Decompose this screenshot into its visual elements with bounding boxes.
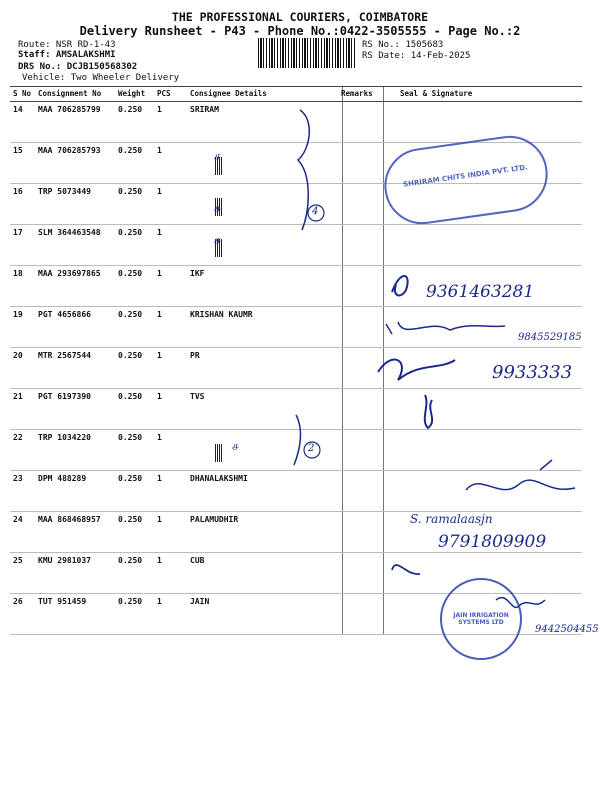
row-weight: 0.250 — [118, 228, 143, 237]
row-pcs: 1 — [157, 515, 162, 524]
route-label: Route: NSR RD-1-43 — [18, 40, 116, 50]
row-sno: 21 — [13, 392, 23, 401]
row-pcs: 1 — [157, 433, 162, 442]
row-consignment: MTR 2567544 — [38, 351, 91, 360]
phone-20: 9933333 — [492, 362, 573, 383]
shriram-stamp: SHRIRAM CHITS INDIA PVT. LTD. — [380, 131, 553, 229]
row-pcs: 1 — [157, 228, 162, 237]
row-consignment: MAA 706285793 — [38, 146, 101, 155]
row-consignment: KMU 2981037 — [38, 556, 91, 565]
phone-19: 9845529185 — [518, 332, 582, 343]
row-weight: 0.250 — [118, 351, 143, 360]
phone-18: 9361463281 — [426, 282, 535, 302]
row-weight: 0.250 — [118, 146, 143, 155]
row-consignee: KRISHAN KAUMR — [190, 310, 253, 319]
row-pcs: 1 — [157, 392, 162, 401]
row-consignment: MAA 868468957 — [38, 515, 101, 524]
row-pcs: 1 — [157, 597, 162, 606]
col-details: Consignee Details — [190, 89, 267, 98]
row-sno: 18 — [13, 269, 23, 278]
tick-17: ச — [214, 233, 221, 247]
bracket-22 — [294, 415, 300, 465]
row-weight: 0.250 — [118, 556, 143, 565]
signature-23 — [466, 460, 575, 490]
row-pcs: 1 — [157, 310, 162, 319]
jain-stamp: JAIN IRRIGATION SYSTEMS LTD — [440, 578, 522, 660]
tick-16: ச — [214, 201, 221, 215]
mark-22: 2 — [308, 443, 315, 454]
row-weight: 0.250 — [118, 187, 143, 196]
row-consignment: TRP 5073449 — [38, 187, 91, 196]
tick-15: ச — [214, 149, 221, 163]
phone-26: 9442504455 — [535, 624, 599, 635]
row-pcs: 1 — [157, 474, 162, 483]
row-consignee: IKF — [190, 269, 205, 278]
row-consignment: DPM 488289 — [38, 474, 87, 483]
row-consignment: MAA 293697865 — [38, 269, 101, 278]
row-sno: 16 — [13, 187, 23, 196]
row-consignee: CUB — [190, 556, 205, 565]
row-sno: 14 — [13, 105, 23, 114]
row-sno: 15 — [13, 146, 23, 155]
col-pcs: PCS — [157, 89, 171, 98]
row-weight: 0.250 — [118, 269, 143, 278]
row-pcs: 1 — [157, 187, 162, 196]
signature-19 — [386, 322, 505, 334]
signature-21 — [425, 395, 432, 428]
row-consignment: PGT 4656866 — [38, 310, 91, 319]
row-weight: 0.250 — [118, 597, 143, 606]
row-consignment: TRP 1034220 — [38, 433, 91, 442]
row-consignment: PGT 6197390 — [38, 392, 91, 401]
col-weight: Weight — [118, 89, 146, 98]
phone-24: 9791809909 — [438, 532, 547, 552]
row-consignee: SRIRAM — [190, 105, 219, 114]
signature-18 — [392, 276, 408, 295]
row-sno: 20 — [13, 351, 23, 360]
row-sno: 19 — [13, 310, 23, 319]
mark-16: 4 — [312, 206, 319, 217]
signature-25 — [392, 565, 420, 574]
row-pcs: 1 — [157, 556, 162, 565]
page-title: THE PROFESSIONAL COURIERS, COIMBATORE — [171, 10, 429, 24]
row-pcs: 1 — [157, 269, 162, 278]
row-consignee: DHANALAKSHMI — [190, 474, 248, 483]
row-sno: 26 — [13, 597, 23, 606]
row-sno: 23 — [13, 474, 23, 483]
row-consignee: JAIN — [190, 597, 210, 606]
rs-number: RS No.: 1505683 — [362, 40, 444, 50]
row-weight: 0.250 — [118, 105, 143, 114]
name-24: S. ramalaasjn — [410, 512, 493, 526]
row-pcs: 1 — [157, 105, 162, 114]
row-sno: 24 — [13, 515, 23, 524]
row-pcs: 1 — [157, 351, 162, 360]
page-subtitle: Delivery Runsheet - P43 - Phone No.:0422-3505555 - Page No.:2 — [79, 24, 521, 38]
col-seal: Seal & Signature — [400, 89, 473, 98]
row-weight: 0.250 — [118, 474, 143, 483]
row-consignment: SLM 364463548 — [38, 228, 101, 237]
col-sno: S No — [13, 89, 32, 98]
row-consignee: PR — [190, 351, 200, 360]
row-sno: 17 — [13, 228, 23, 237]
drs-number: DRS No.: DCJB150568302 — [18, 62, 138, 72]
staff-label: Staff: AMSALAKSHMI — [18, 50, 116, 60]
row-consignee: TVS — [190, 392, 205, 401]
row-consignment: MAA 706285799 — [38, 105, 101, 114]
rs-date: RS Date: 14-Feb-2025 — [362, 51, 471, 61]
row-weight: 0.250 — [118, 392, 143, 401]
row-sno: 22 — [13, 433, 23, 442]
row-weight: 0.250 — [118, 515, 143, 524]
row-pcs: 1 — [157, 146, 162, 155]
row-consignee: PALAMUDHIR — [190, 515, 239, 524]
signature-20 — [378, 360, 455, 380]
row-sno: 25 — [13, 556, 23, 565]
tick-22: ச — [232, 439, 239, 453]
col-remarks: Remarks — [341, 89, 373, 98]
row-consignment: TUT 951459 — [38, 597, 87, 606]
vehicle-label: Vehicle: Two Wheeler Delivery — [22, 73, 180, 83]
col-consignment: Consignment No — [38, 89, 102, 98]
row-weight: 0.250 — [118, 433, 143, 442]
row-weight: 0.250 — [118, 310, 143, 319]
